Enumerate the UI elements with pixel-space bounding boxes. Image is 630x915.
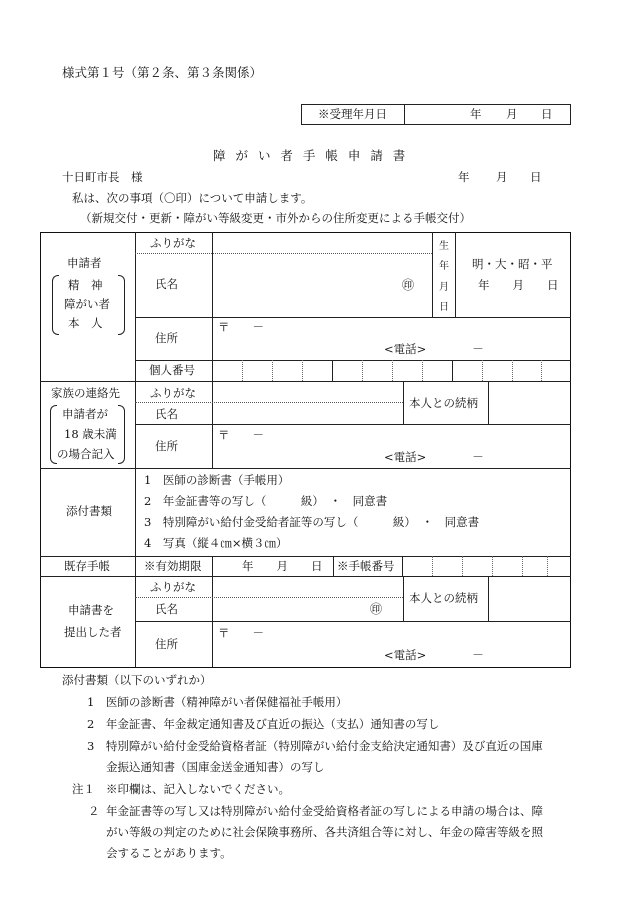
family-name-field[interactable] bbox=[213, 384, 402, 422]
attachment-item-4[interactable]: 4 写真（縦４㎝×横３㎝） bbox=[144, 536, 288, 550]
family-paren-line1: 申請者が bbox=[62, 407, 108, 421]
submitter-furigana-label: ふりがな bbox=[150, 580, 196, 594]
birth-char-4: 日 bbox=[439, 302, 449, 314]
family-paren-line2: 18 歳未満 bbox=[64, 427, 117, 441]
submitter-label-line1: 申請書を bbox=[68, 603, 114, 617]
notes-heading: 添付書類（以下のいずれか） bbox=[62, 673, 212, 687]
family-address-label: 住所 bbox=[155, 439, 178, 453]
notes-item-3-cont: 金振込通知書（国庫金送金通知書）の写し bbox=[106, 760, 325, 774]
note1-text: ※印欄は、記入しないでください。 bbox=[106, 782, 290, 796]
validity-ymd[interactable]: 年 月 日 bbox=[242, 559, 323, 573]
note2-line2: がい等級の判定のために社会保険事務所、各共済組合等に対し、年金の障害等級を照 bbox=[106, 825, 543, 839]
receipt-day: 日 bbox=[541, 107, 553, 121]
submitter-seal: ㊞ bbox=[370, 602, 383, 616]
applicant-paren-right bbox=[118, 275, 125, 335]
family-phone[interactable]: <電話> － bbox=[384, 450, 484, 464]
attachment-item-3[interactable]: 3 特別障がい給付金受給者証等の写し（ 級） ・ 同意書 bbox=[144, 515, 480, 529]
note2-label: ２ bbox=[88, 804, 100, 818]
birth-char-1: 生 bbox=[439, 240, 449, 252]
family-name-label: 氏名 bbox=[155, 407, 178, 421]
birth-char-3: 月 bbox=[439, 281, 449, 293]
applicant-name-label: 氏名 bbox=[155, 277, 178, 291]
notes-item-2: 2 年金証書、年金裁定通知書及び直近の振込（支払）通知書の写し bbox=[87, 717, 440, 731]
family-section-label: 家族の連絡先 bbox=[51, 386, 120, 400]
birth-label bbox=[433, 234, 455, 316]
attachment-item-2[interactable]: 2 年金証書等の写し（ 級） ・ 同意書 bbox=[144, 494, 388, 508]
birth-eras[interactable]: 明・大・昭・平 bbox=[472, 257, 553, 271]
notes-item-3: 3 特別障がい給付金受給資格者証（特別障がい給付金支給決定通知書）及び直近の国庫 bbox=[87, 739, 543, 753]
submitter-label-line2: 提出した者 bbox=[64, 625, 122, 639]
date-year: 年 bbox=[458, 170, 470, 184]
my-number-label: 個人番号 bbox=[149, 363, 195, 377]
submitter-relation-label: 本人との続柄 bbox=[409, 591, 478, 605]
date-day: 日 bbox=[530, 170, 542, 184]
submitter-phone[interactable]: <電話> － bbox=[384, 648, 484, 662]
applicant-furigana-label: ふりがな bbox=[150, 236, 196, 250]
form-title: 障 が い 者 手 帳 申 請 書 bbox=[213, 148, 409, 163]
family-furigana-label: ふりがな bbox=[150, 386, 196, 400]
applicant-paren-left bbox=[52, 275, 59, 335]
applicant-paren-line3: 本 人 bbox=[68, 316, 103, 330]
purpose-text: （新規交付・更新・障がい等級変更・市外からの住所変更による手帳交付） bbox=[80, 211, 471, 225]
receipt-label: ※受理年月日 bbox=[318, 107, 387, 121]
submitter-name-label: 氏名 bbox=[155, 602, 178, 616]
submitter-postal[interactable]: 〒 － bbox=[218, 626, 264, 640]
applicant-section-label: 申請者 bbox=[67, 256, 102, 270]
applicant-seal: ㊞ bbox=[402, 278, 415, 292]
attachments-label: 添付書類 bbox=[66, 504, 112, 518]
applicant-postal[interactable]: 〒 － bbox=[218, 320, 264, 334]
family-relation-field[interactable] bbox=[490, 384, 568, 422]
existing-handbook-label: 既存手帳 bbox=[64, 559, 110, 573]
family-relation-label: 本人との続柄 bbox=[409, 396, 478, 410]
note2-line3: 会することがあります。 bbox=[106, 846, 232, 860]
family-paren-right bbox=[118, 405, 125, 464]
birth-char-2: 年 bbox=[439, 261, 449, 273]
family-paren-line3: の場合記入 bbox=[57, 447, 115, 461]
receipt-month: 月 bbox=[506, 107, 518, 121]
birth-ymd: 年 月 日 bbox=[478, 278, 559, 292]
receipt-year: 年 bbox=[470, 107, 482, 121]
date-month: 月 bbox=[496, 170, 508, 184]
family-paren-left bbox=[50, 405, 57, 464]
note2-line1: 年金証書等の写し又は特別障がい給付金受給資格者証の写しによる申請の場合は、障 bbox=[106, 804, 543, 818]
applicant-paren-line1: 精 神 bbox=[68, 278, 103, 292]
handbook-number-label: ※手帳番号 bbox=[337, 559, 395, 573]
applicant-address-label: 住所 bbox=[155, 331, 178, 345]
handbook-number-field[interactable] bbox=[404, 558, 568, 575]
applicant-phone[interactable]: <電話> － bbox=[384, 342, 484, 356]
applicant-name-field[interactable] bbox=[213, 256, 431, 314]
notes-item-1: 1 医師の診断書（精神障がい者保健福祉手帳用） bbox=[87, 695, 348, 709]
family-postal[interactable]: 〒 － bbox=[218, 428, 264, 442]
note1-label: 注１ bbox=[72, 782, 95, 796]
validity-label: ※有効期限 bbox=[144, 559, 202, 573]
form-number: 様式第１号（第２条、第３条関係） bbox=[62, 65, 263, 80]
attachment-item-1[interactable]: 1 医師の診断書（手帳用） bbox=[144, 473, 290, 487]
applicant-paren-line2: 障がい者 bbox=[64, 297, 110, 311]
intro-text: 私は、次の事項（〇印）について申請します。 bbox=[72, 191, 313, 205]
addressee: 十日町市長 様 bbox=[62, 170, 143, 184]
submitter-address-label: 住所 bbox=[155, 637, 178, 651]
submitter-relation-field[interactable] bbox=[490, 579, 568, 619]
my-number-field[interactable] bbox=[213, 361, 570, 380]
applicant-furigana-field[interactable] bbox=[213, 238, 431, 252]
